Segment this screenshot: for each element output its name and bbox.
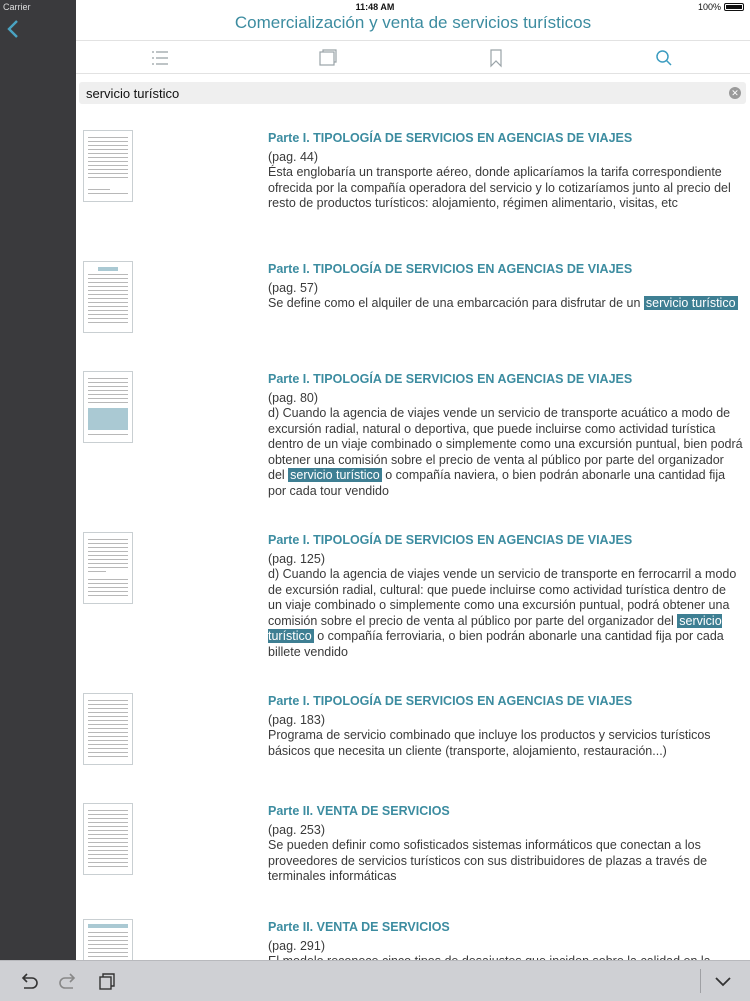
result-section: Parte I. TIPOLOGÍA DE SERVICIOS EN AGENCIAS DE VIAJES bbox=[268, 262, 633, 276]
search-bar bbox=[79, 82, 746, 104]
page-thumbnail bbox=[83, 693, 133, 765]
copy-icon[interactable] bbox=[96, 970, 118, 992]
result-section: Parte II. VENTA DE SERVICIOS bbox=[268, 804, 450, 818]
back-chevron-icon[interactable] bbox=[4, 18, 22, 40]
redo-icon[interactable] bbox=[57, 970, 79, 992]
result-snippet: d) Cuando la agencia de viajes vende un servicio de transporte en ferrocarril a modo de excursión radial, cultural: que puede incluirse como actividad turística dentro de un viaje combinado o simplemente como una excursión puntual, podrá obtener una comisión sobre el precio de venta al público por parte del organizador del servicio turístico o compañía ferroviaria, o bien podrán abonarle una cantidad fija por cada billete vendido bbox=[268, 567, 737, 659]
result-section: Parte I. TIPOLOGÍA DE SERVICIOS EN AGENCIAS DE VIAJES bbox=[268, 694, 633, 708]
status-time: 11:48 AM bbox=[355, 2, 395, 12]
battery-icon bbox=[724, 3, 744, 11]
result-section: Parte I. TIPOLOGÍA DE SERVICIOS EN AGENCIAS DE VIAJES bbox=[268, 533, 633, 547]
search-highlight: servicio turístico bbox=[268, 613, 722, 643]
result-text bbox=[268, 372, 743, 499]
page-thumbnail bbox=[83, 371, 133, 443]
result-page: (pag. 253) bbox=[268, 822, 325, 837]
chevron-down-icon[interactable] bbox=[712, 970, 734, 992]
search-icon[interactable] bbox=[654, 48, 674, 68]
search-input[interactable] bbox=[79, 82, 706, 104]
result-page: (pag. 44) bbox=[268, 149, 319, 164]
result-snippet: Se define como el alquiler de una embarcación para disfrutar de un servicio turístico bbox=[268, 296, 736, 310]
page-title: Comercialización y venta de servicios turísticos bbox=[234, 13, 592, 32]
keyboard-accessory-bar bbox=[0, 960, 750, 1001]
result-text bbox=[268, 694, 743, 759]
page-thumbnail bbox=[83, 532, 133, 604]
list-icon[interactable] bbox=[150, 48, 170, 68]
search-highlight: servicio turístico bbox=[645, 296, 736, 310]
pages-icon[interactable] bbox=[318, 48, 338, 68]
result-section: Parte I. TIPOLOGÍA DE SERVICIOS EN AGENCIAS DE VIAJES bbox=[268, 131, 633, 145]
sidebar bbox=[0, 0, 76, 965]
result-text bbox=[268, 804, 743, 885]
result-text bbox=[268, 131, 743, 212]
result-snippet: d) Cuando la agencia de viajes vende un servicio de transporte acuático a modo de excursión radial, natural o deportiva, que puede incluirse como actividad turística dentro de un viaje combinado o simplemente como una excursión puntual, bien podrá obtener una comisión sobre el precio de venta al público por parte del organizador del servicio turístico o compañía naviera, o bien podrán abonarle una cantidad fija por cada tour vendido bbox=[268, 406, 743, 498]
status-carrier: Carrier bbox=[3, 2, 31, 12]
result-snippet: Programa de servicio combinado que incluye los productos y servicios turísticos básicos que necesita un cliente (transporte, alojamiento, restauración...) bbox=[268, 728, 711, 758]
page-thumbnail bbox=[83, 130, 133, 202]
result-text bbox=[268, 262, 743, 312]
bookmark-icon[interactable] bbox=[486, 48, 506, 68]
result-section: Parte II. VENTA DE SERVICIOS bbox=[268, 920, 450, 934]
result-page: (pag. 183) bbox=[268, 712, 325, 727]
toolbar bbox=[76, 40, 750, 74]
result-section: Parte I. TIPOLOGÍA DE SERVICIOS EN AGENCIAS DE VIAJES bbox=[268, 372, 633, 386]
search-highlight: servicio turístico bbox=[290, 468, 380, 482]
result-page: (pag. 125) bbox=[268, 551, 325, 566]
page-thumbnail bbox=[83, 803, 133, 875]
results-list bbox=[76, 112, 750, 960]
battery-percent: 100% bbox=[697, 2, 721, 12]
result-page: (pag. 291) bbox=[268, 938, 325, 953]
result-page: (pag. 80) bbox=[268, 390, 319, 405]
divider bbox=[700, 969, 701, 993]
result-text bbox=[268, 533, 743, 660]
result-snippet: Ésta englobaría un transporte aéreo, donde aplicaríamos la tarifa correspondiente ofrecida por la compañía operadora del servicio y lo cotizaríamos junto al precio del resto de productos turísticos: alojamiento, régimen alimentario, visitas, etc bbox=[268, 165, 731, 210]
result-page: (pag. 57) bbox=[268, 280, 319, 295]
undo-icon[interactable] bbox=[18, 970, 40, 992]
status-battery bbox=[698, 2, 744, 12]
clear-search-icon[interactable]: ✕ bbox=[729, 87, 741, 99]
result-snippet: Se pueden definir como sofisticados sistemas informáticos que conectan a los proveedores de servicios turísticos con sus distribuidores de plazas a través de terminales informáticas bbox=[268, 838, 708, 883]
page-thumbnail bbox=[83, 261, 133, 333]
